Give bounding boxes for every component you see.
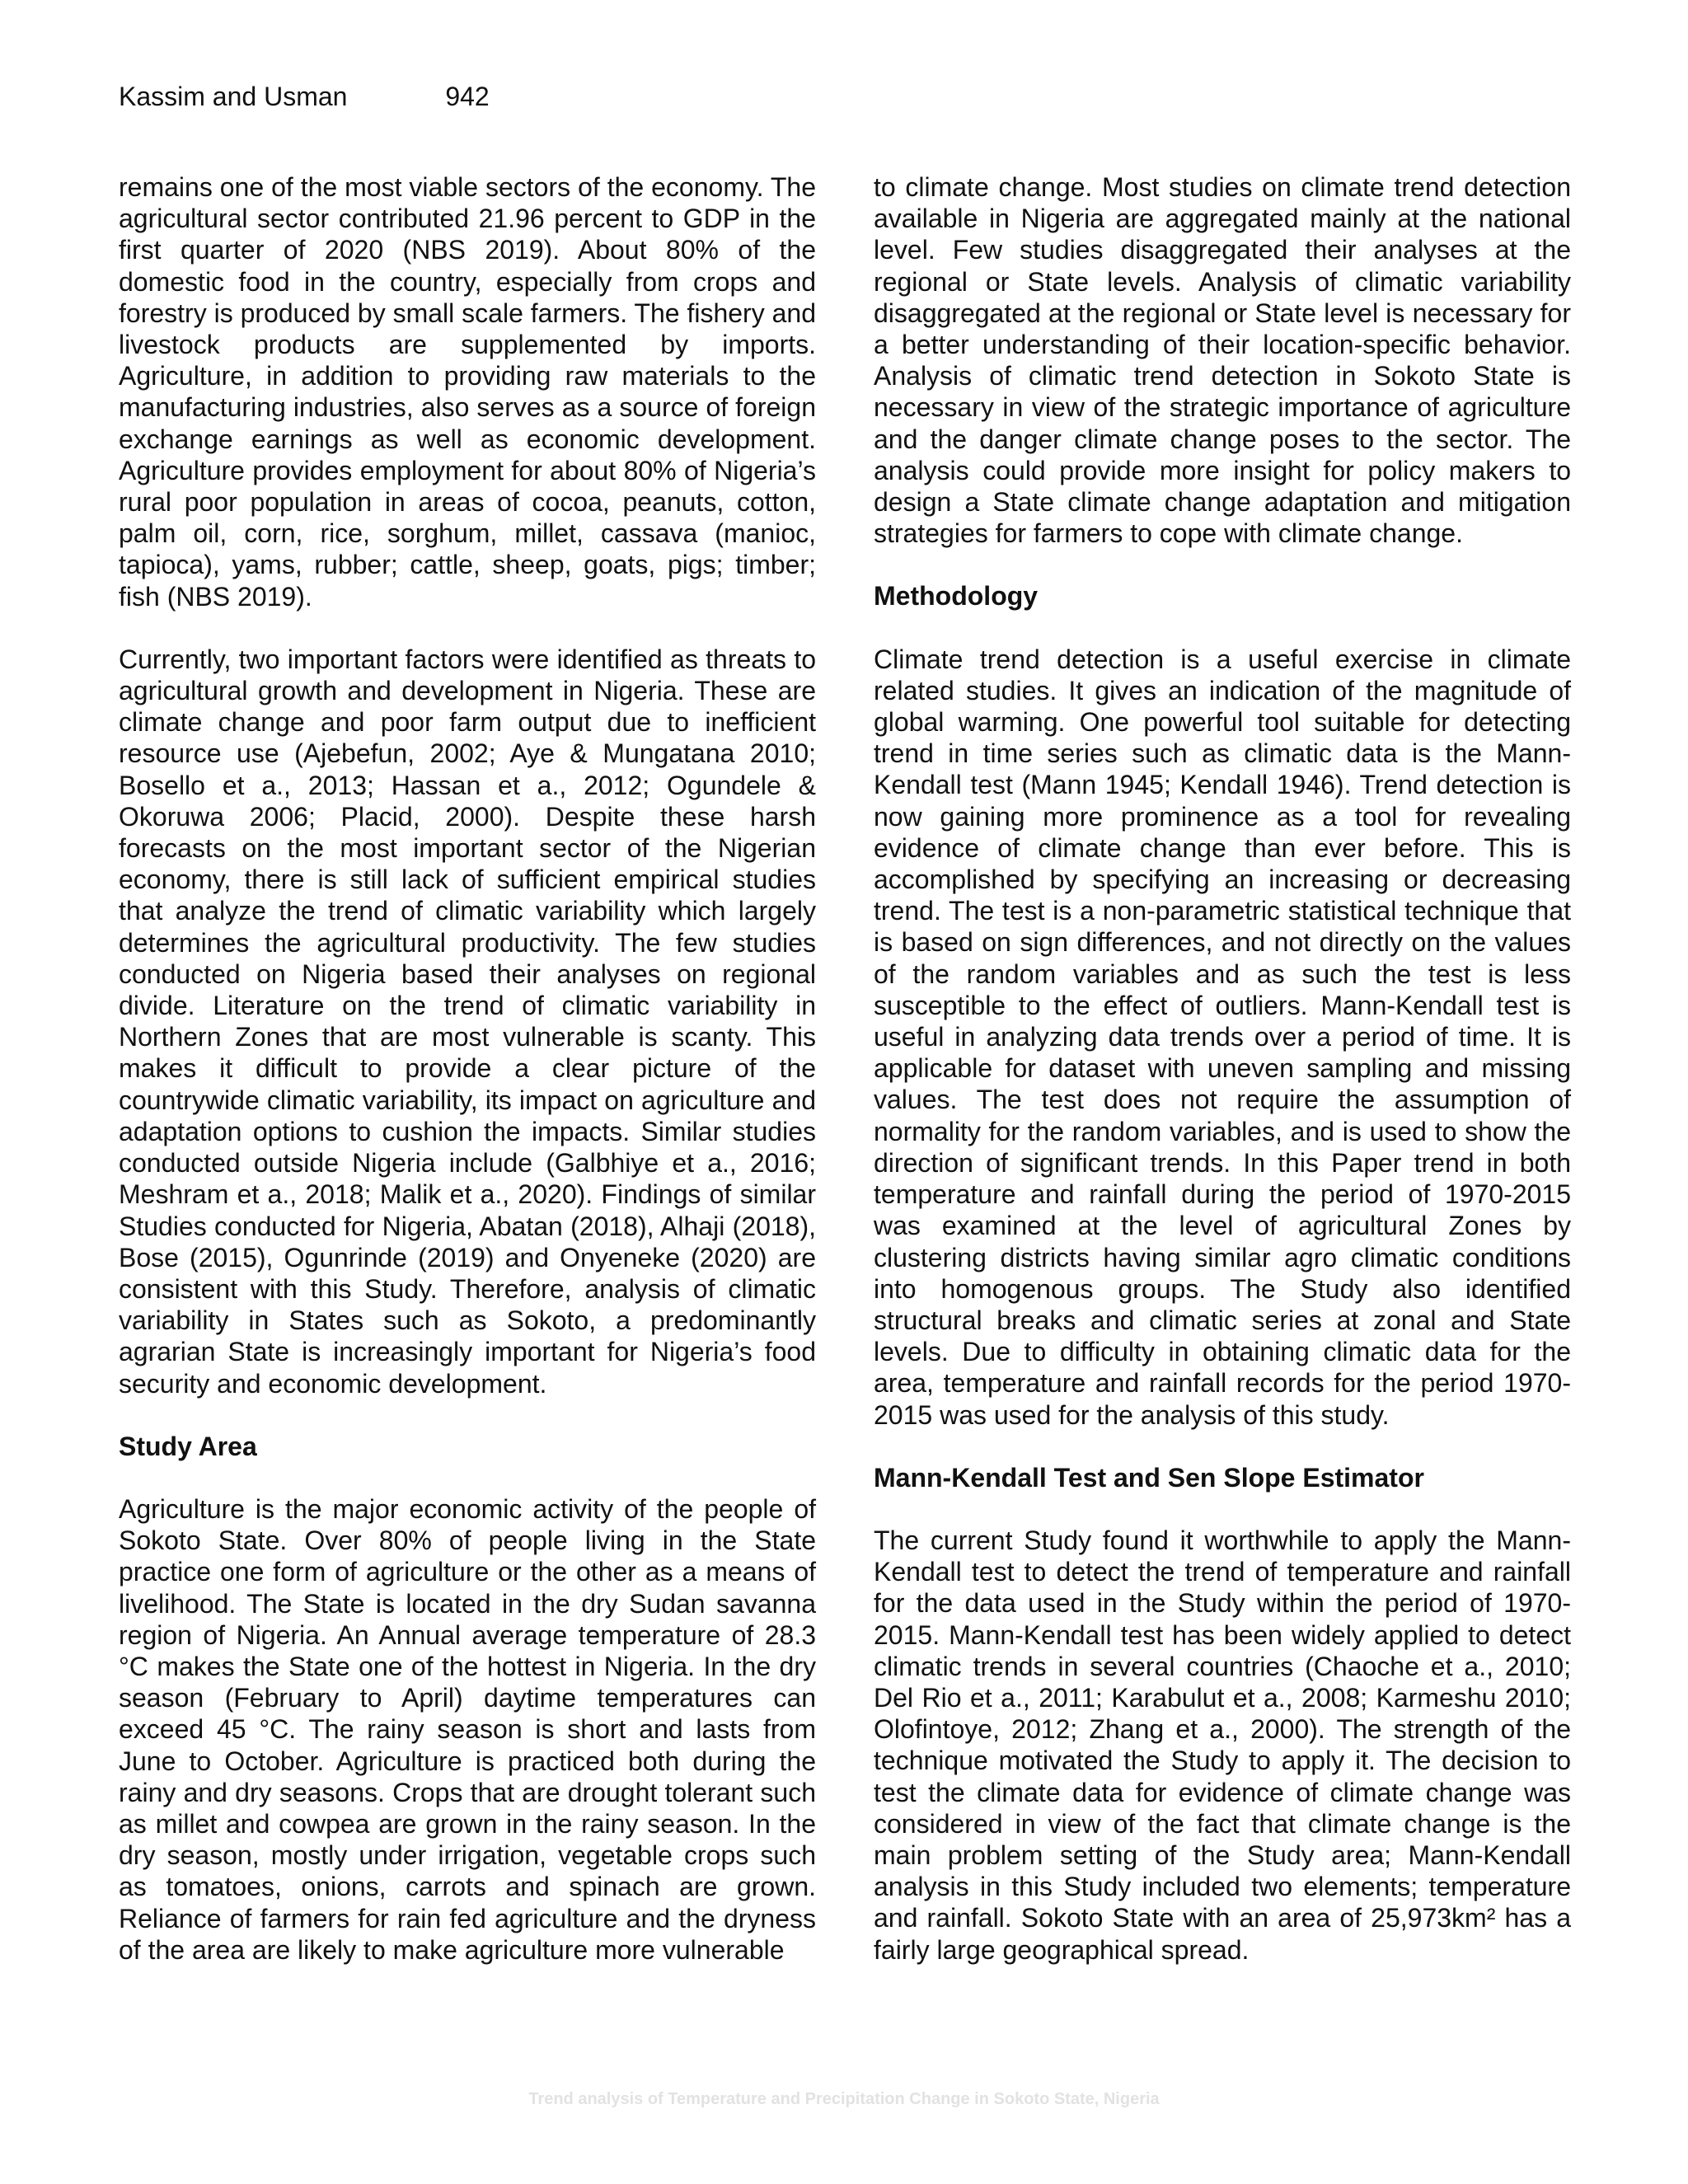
footer-running-title: Trend analysis of Temperature and Precipitation Change in Sokoto State, Nigeria [528,2090,1160,2108]
running-head [119,80,490,113]
left-paragraph-1: remains one of the most viable sectors of the economy. The agricultural sector contributed 21.96 percent to GDP in the first quarter of 2020 (NBS 2019). About 80% of the domestic food in the country, especially from crops and forestry is produced by small scale farmers. The fishery and livestock products are supplemented by imports. Agriculture, in addition to providing raw materials to the manufacturing industries, also serves as a source of foreign exchange earnings as well as economic development. Agriculture provides employment for about 80% of Nigeria’s rural poor population in areas of cocoa, peanuts, cotton, palm oil, corn, rice, sorghum, millet, cassava (manioc, tapioca), yams, rubber; cattle, sheep, goats, pigs; timber; fish (NBS 2019). [119,172,816,612]
right-column [874,171,1571,1997]
section-heading-study-area: Study Area [119,1431,257,1461]
section-heading-methodology: Methodology [874,581,1039,612]
left-paragraph-2: Currently, two important factors were identified as threats to agricultural growth and development in Nigeria. These are climate change and poor farm output due to inefficient resource use (Ajebefun, 2002; Aye & Mungatana 2010; Bosello et a., 2013; Hassan et a., 2012; Ogundele & Okoruwa 2006; Placid, 2000). Despite these harsh forecasts on the most important sector of the Nigerian economy, there is still lack of sufficient empirical studies that analyze the trend of climatic variability which largely determines the agricultural productivity. The few studies conducted on Nigeria based their analyses on regional divide. Literature on the trend of climatic variability in Northern Zones that are most vulnerable is scanty. This makes it difficult to provide a clear picture of the countrywide climatic variability, its impact on agriculture and adaptation options to cushion the impacts. Similar studies conducted outside Nigeria include (Galbhiye et a., 2016; Meshram et a., 2018; Malik et a., 2020). Findings of similar Studies conducted for Nigeria, Abatan (2018), Alhaji (2018), Bose (2015), Ogunrinde (2019) and Onyeneke (2020) are consistent with this Study. Therefore, analysis of climatic variability in States such as Sokoto, a predominantly agrarian State is increasingly important for Nigeria’s food security and economic development. [119,644,816,1399]
right-paragraph-1: to climate change. Most studies on climate trend detection available in Nigeria are aggregated mainly at the national level. Few studies disaggregated their analyses at the regional or State levels. Analysis of climatic variability disaggregated at the regional or State level is necessary for a better understanding of their location-specific behavior. Analysis of climatic trend detection in Sokoto State is necessary in view of the strategic importance of agriculture and the danger climate change poses to the sector. The analysis could provide more insight for policy makers to design a State climate change adaptation and mitigation strategies for farmers to cope with climate change. [874,172,1571,549]
page-number: 942 [445,82,490,111]
left-column [119,171,816,1997]
section-heading-mann-kendall: Mann-Kendall Test and Sen Slope Estimator [874,1462,1424,1493]
right-paragraph-2: Climate trend detection is a useful exercise in climate related studies. It gives an indication of the magnitude of global warming. One powerful tool suitable for detecting trend in time series such as climatic data is the Mann-Kendall test (Mann 1945; Kendall 1946). Trend detection is now gaining more prominence as a tool for revealing evidence of climate change than ever before. This is accomplished by specifying an increasing or decreasing trend. The test is a non-parametric statistical technique that is based on sign differences, and not directly on the values of the random variables and as such the test is less susceptible to the effect of outliers. Mann-Kendall test is useful in analyzing data trends over a period of time. It is applicable for dataset with uneven sampling and missing values. The test does not require the assumption of normality for the random variables, and is used to show the direction of significant trends. In this Paper trend in both temperature and rainfall during the period of 1970-2015 was examined at the level of agricultural Zones by clustering districts having similar agro climatic conditions into homogenous groups. The Study also identified structural breaks and climatic series at zonal and State levels. Due to difficulty in obtaining climatic data for the area, temperature and rainfall records for the period 1970-2015 was used for the analysis of this study. [874,644,1571,1430]
header-authors: Kassim and Usman [119,82,348,111]
right-paragraph-3: The current Study found it worthwhile to apply the Mann-Kendall test to detect the trend of temperature and rainfall for the data used in the Study within the period of 1970-2015. Mann-Kendall test has been widely applied to detect climatic trends in several countries (Chaoche et a., 2010; Del Rio et a., 2011; Karabulut et a., 2008; Karmeshu 2010; Olofintoye, 2012; Zhang et a., 2000). The strength of the technique motivated the Study to apply it. The decision to test the climate data for evidence of climate change was considered in view of the fact that climate change is the main problem setting of the Study area; Mann-Kendall analysis in this Study included two elements; temperature and rainfall. Sokoto State with an area of 25,973km² has a fairly large geographical spread. [874,1525,1571,1965]
left-paragraph-3: Agriculture is the major economic activity of the people of Sokoto State. Over 80% of people living in the State practice one form of agriculture or the other as a means of livelihood. The State is located in the dry Sudan savanna region of Nigeria. An Annual average temperature of 28.3 °C makes the State one of the hottest in Nigeria. In the dry season (February to April) daytime temperatures can exceed 45 °C. The rainy season is short and lasts from June to October. Agriculture is practiced both during the rainy and dry seasons. Crops that are drought tolerant such as millet and cowpea are grown in the rainy season. In the dry season, mostly under irrigation, vegetable crops such as tomatoes, onions, carrots and spinach are grown. Reliance of farmers for rain fed agriculture and the dryness of the area are likely to make agriculture more vulnerable [119,1493,816,1965]
